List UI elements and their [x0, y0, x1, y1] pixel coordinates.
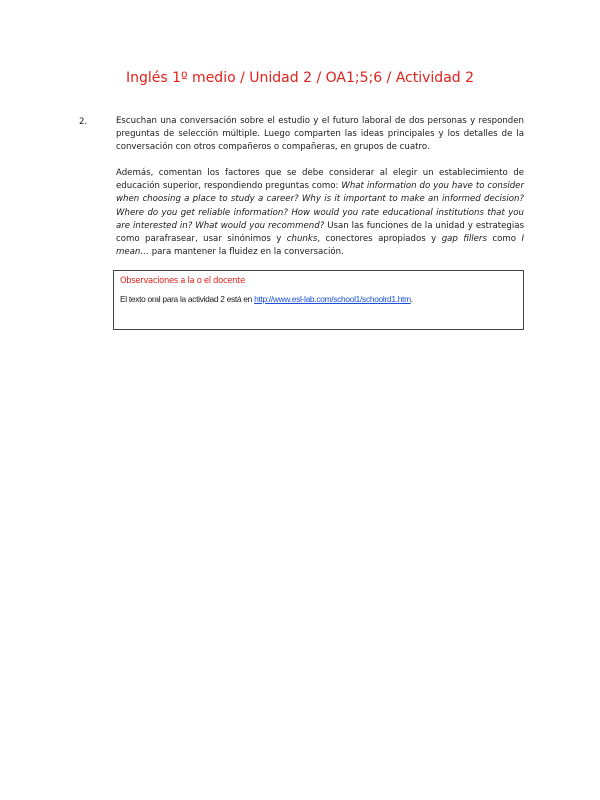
paragraph-2-ending: para mantener la fluidez en la conversación.	[148, 247, 344, 258]
activity-paragraph-1: Escuchan una conversación sobre el estudio y el futuro laboral de dos personas y responden preguntas de selección múltiple. Luego comparten las ideas principales y los detalles de la conversación con otros compañeros o compañeras, en grupos de cuatro.	[116, 116, 524, 153]
i-mean-example: I mean…	[116, 234, 524, 258]
gap-fillers-term: gap fillers	[441, 234, 487, 245]
observations-text-prefix: El texto oral para la actividad 2 está en	[120, 294, 255, 304]
observations-heading: Observaciones a la o el docente	[120, 275, 245, 285]
example-questions: What information do you have to consider when choosing a place to study a career? Why is it important to make an informed decision? Where do you get reliable information? How would you rate educational institutions that you are interested in? What would you recommend?	[116, 181, 524, 231]
audio-source-link[interactable]: http://www.esl-lab.com/school1/schoolrd1.htm	[254, 294, 411, 304]
observations-text-suffix: .	[410, 294, 413, 304]
observations-text	[120, 294, 517, 304]
paragraph-2-como: como	[486, 234, 522, 245]
chunks-term: chunks	[286, 234, 318, 245]
paragraph-2-strategies: Usan las funciones de la unidad y estrategias como parafrasear, usar sinónimos y	[116, 220, 524, 245]
teacher-observations-box	[113, 270, 524, 330]
activity-paragraph-2	[116, 167, 524, 259]
activity-number: 2.	[79, 117, 88, 127]
paragraph-2-connectors: , conectores apropiados y	[317, 234, 442, 245]
paragraph-2-intro: Además, comentan los factores que se debe considerar al elegir un establecimiento de educación superior, respondiendo preguntas como:	[116, 168, 524, 192]
page-title: Inglés 1º medio / Unidad 2 / OA1;5;6 / Actividad 2	[125, 70, 475, 86]
